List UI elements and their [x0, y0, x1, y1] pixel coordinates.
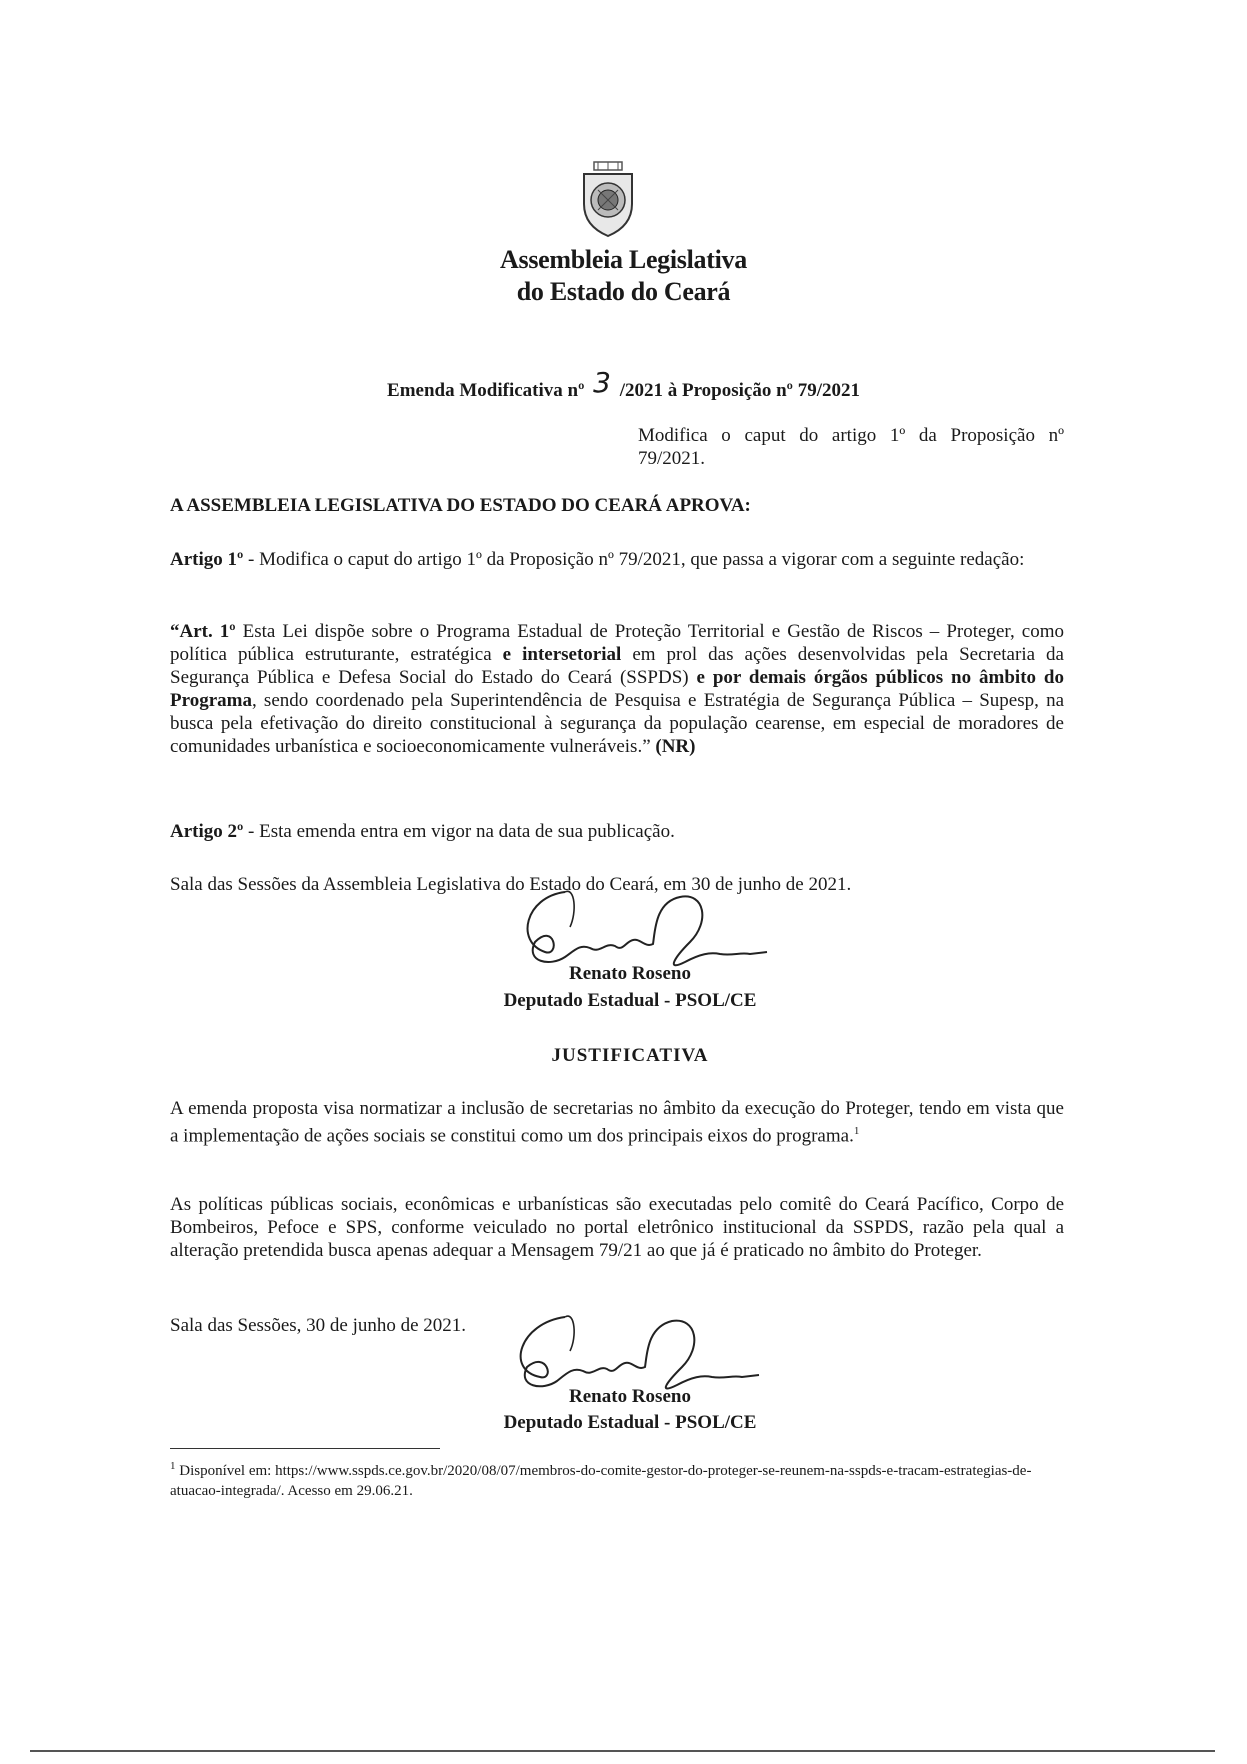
footnote-text[interactable]: Disponível em: https://www.sspds.ce.gov.br/2020/08/07/membros-do-comite-gestor-do-proteger-se-reunem-na-sspds-e-tracam-estrategias-de-atuacao-integrada/. Acesso em 29.06.21. [170, 1463, 1032, 1499]
title-suffix: /2021 à Proposição nº 79/2021 [619, 380, 860, 401]
quote-bold-1: e intersetorial [502, 644, 622, 665]
justification-paragraph-2: As políticas públicas sociais, econômicas e urbanísticas são executadas pelo comitê do Ceará Pacífico, Corpo de Bombeiros, Pefoce e SPS, conforme veiculado no portal eletrônico institucional da SSPDS, razão pela qual a alteração pretendida busca apenas adequar a Mensagem 79/21 ao que já é praticado no âmbito do Proteger. [170, 1194, 1064, 1261]
organization-name [0, 244, 1247, 308]
signer-1-name: Renato Roseno [569, 963, 691, 984]
article-1-text: - Modifica o caput do artigo 1º da Proposição nº 79/2021, que passa a vigorar com a seguinte redação: [243, 549, 1025, 570]
title-prefix: Emenda Modificativa nº [387, 380, 585, 401]
justification-heading: JUSTIFICATIVA [551, 1045, 709, 1066]
page-bottom-rule [30, 1750, 1215, 1752]
footnote-number: 1 [170, 1460, 176, 1472]
signer-2-name: Renato Roseno [569, 1386, 691, 1407]
quote-part-2: em prol das ações desenvolvidas pela Secretaria da Segurança Pública e Defesa Social do Estado do Ceará (SSPDS) [170, 644, 1064, 688]
session-statement-2: Sala das Sessões, 30 de junho de 2021. [170, 1315, 467, 1336]
document-title [0, 366, 1247, 403]
amendment-number: 3 [593, 366, 611, 399]
signer-2-role: Deputado Estadual - PSOL/CE [503, 1412, 757, 1433]
footnote-ref[interactable]: 1 [853, 1125, 860, 1137]
article-1-label: Artigo 1º [170, 549, 244, 570]
article-quote [170, 620, 1064, 758]
approval-heading: A ASSEMBLEIA LEGISLATIVA DO ESTADO DO CEARÁ APROVA: [170, 495, 751, 516]
session-statement-1: Sala das Sessões da Assembleia Legislativa do Estado do Ceará, em 30 de junho de 2021. [170, 874, 852, 895]
signer-1-role: Deputado Estadual - PSOL/CE [503, 990, 757, 1011]
quote-bold-2: e por demais órgãos públicos no âmbito do Programa [170, 667, 1065, 711]
quote-label: “Art. 1º [170, 621, 236, 642]
article-2-text: - Esta emenda entra em vigor na data de sua publicação. [243, 821, 675, 842]
justification-paragraph-1 [170, 1097, 1064, 1147]
org-line-2: do Estado do Ceará [516, 277, 731, 306]
quote-part-3: , sendo coordenado pela Superintendência de Pesquisa e Estratégia de Segurança Pública – Supesp, na busca pela efetivação do direito constitucional à segurança da população cearense, em especial de moradores de comunidades urbanística e socioeconomicamente vulneráveis.” [170, 690, 1064, 757]
article-1 [170, 548, 1064, 571]
org-line-1: Assembleia Legislativa [500, 245, 747, 274]
coat-of-arms-icon [576, 160, 640, 240]
ementa: Modifica o caput do artigo 1º da Proposição nº 79/2021. [638, 425, 1064, 469]
footnote [170, 1456, 1064, 1501]
article-2 [170, 820, 1064, 843]
footnote-divider [170, 1448, 440, 1449]
quote-part-1: Esta Lei dispõe sobre o Programa Estadual de Proteção Territorial e Gestão de Riscos – Proteger, como política pública estruturante, estratégica [170, 621, 1064, 665]
article-2-label: Artigo 2º [170, 821, 244, 842]
quote-nr: (NR) [650, 736, 696, 757]
justification-paragraph-1-text: A emenda proposta visa normatizar a inclusão de secretarias no âmbito da execução do Proteger, tendo em vista que a implementação de ações sociais se constitui como um dos principais eixos do programa. [170, 1098, 1064, 1147]
